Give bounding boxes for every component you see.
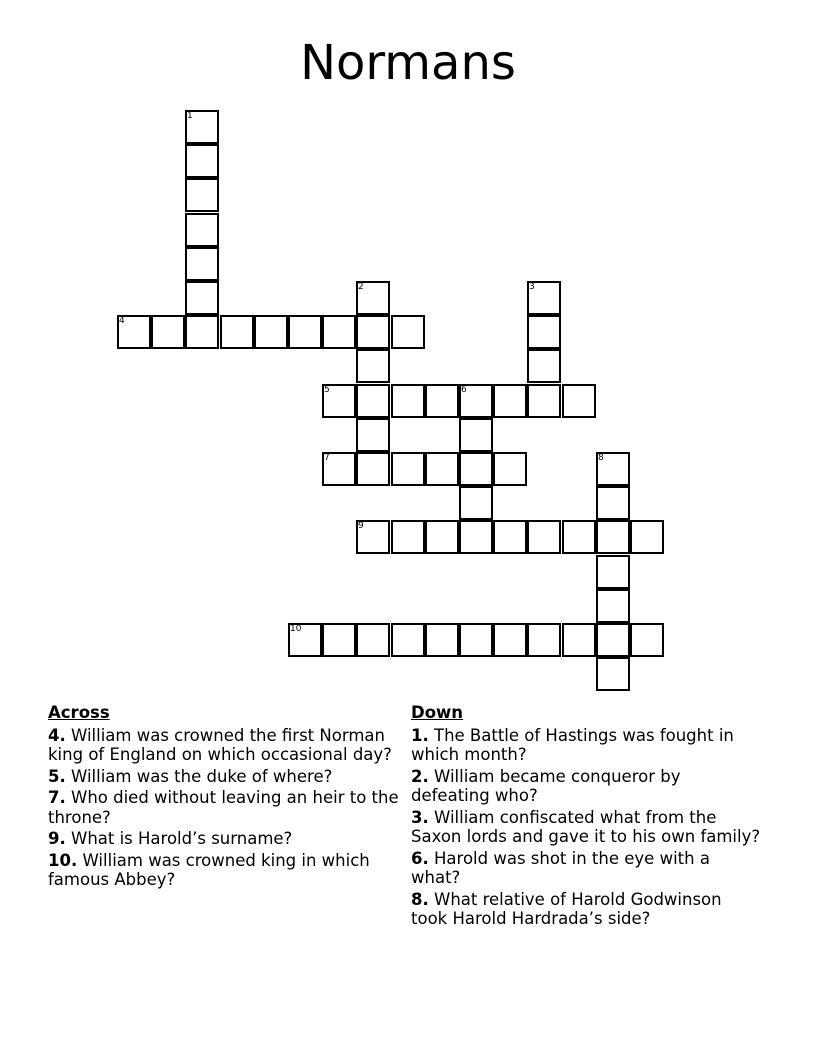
crossword-cell[interactable]	[596, 452, 630, 486]
page-title: Normans	[300, 35, 516, 91]
crossword-cell[interactable]	[562, 384, 596, 418]
crossword-cell[interactable]	[185, 315, 219, 349]
clue-down-6	[411, 849, 761, 888]
crossword-cell[interactable]	[322, 315, 356, 349]
cell-number: 10	[290, 624, 302, 634]
crossword-cell[interactable]	[356, 281, 390, 315]
crossword-cell[interactable]	[391, 623, 425, 657]
crossword-cell[interactable]	[493, 520, 527, 554]
cell-number: 2	[358, 282, 364, 292]
crossword-cell[interactable]	[527, 349, 561, 383]
clue-text: Who died without leaving an heir to the throne?	[48, 788, 399, 827]
crossword-cell[interactable]	[596, 589, 630, 623]
clue-text: The Battle of Hastings was fought in which month?	[411, 725, 734, 764]
clue-down-2	[411, 767, 761, 806]
clue-across-5	[48, 767, 403, 787]
crossword-cell[interactable]	[391, 452, 425, 486]
crossword-cell[interactable]	[322, 384, 356, 418]
crossword-cell[interactable]	[391, 384, 425, 418]
crossword-cell[interactable]	[356, 418, 390, 452]
cell-number: 6	[461, 385, 467, 395]
clue-number: 7.	[48, 788, 66, 807]
crossword-cell[interactable]	[185, 144, 219, 178]
crossword-cell[interactable]	[562, 520, 596, 554]
crossword-cell[interactable]	[425, 520, 459, 554]
crossword-cell[interactable]	[151, 315, 185, 349]
across-clues	[48, 703, 403, 892]
crossword-cell[interactable]	[356, 315, 390, 349]
clue-down-8	[411, 890, 761, 929]
crossword-cell[interactable]	[630, 520, 664, 554]
clue-number: 5.	[48, 766, 66, 786]
clue-number: 8.	[411, 889, 429, 909]
crossword-cell[interactable]	[459, 486, 493, 520]
clue-text: William was crowned king in which famous Abbey?	[48, 850, 370, 889]
clue-text: William confiscated what from the Saxon lords and gave it to his own family?	[411, 807, 761, 846]
crossword-cell[interactable]	[185, 213, 219, 247]
crossword-cell[interactable]	[117, 315, 151, 349]
crossword-cell[interactable]	[391, 315, 425, 349]
crossword-cell[interactable]	[425, 384, 459, 418]
crossword-cell[interactable]	[459, 418, 493, 452]
crossword-cell[interactable]	[596, 486, 630, 520]
crossword-cell[interactable]	[356, 384, 390, 418]
cell-number: 7	[324, 453, 330, 463]
crossword-cell[interactable]	[356, 452, 390, 486]
crossword-cell[interactable]	[630, 623, 664, 657]
clue-across-7	[48, 788, 403, 827]
crossword-cell[interactable]	[596, 555, 630, 589]
crossword-cell[interactable]	[459, 452, 493, 486]
crossword-cell[interactable]	[562, 623, 596, 657]
crossword-cell[interactable]	[356, 623, 390, 657]
cell-number: 3	[529, 282, 535, 292]
clue-number: 6.	[411, 848, 429, 868]
crossword-cell[interactable]	[288, 623, 322, 657]
clue-number: 2.	[411, 766, 429, 786]
crossword-cell[interactable]	[220, 315, 254, 349]
crossword-cell[interactable]	[493, 623, 527, 657]
crossword-cell[interactable]	[459, 520, 493, 554]
crossword-cell[interactable]	[493, 452, 527, 486]
cell-number: 8	[598, 453, 604, 463]
clue-number: 9.	[48, 829, 66, 848]
crossword-cell[interactable]	[459, 384, 493, 418]
down-heading: Down	[411, 703, 464, 722]
crossword-cell[interactable]	[391, 520, 425, 554]
clue-across-9	[48, 829, 403, 849]
crossword-cell[interactable]	[527, 384, 561, 418]
clue-number: 10.	[48, 850, 78, 870]
cell-number: 1	[187, 111, 193, 121]
crossword-cell[interactable]	[322, 623, 356, 657]
clue-text: William was crowned the first Norman king of England on which occasional day?	[48, 725, 392, 764]
crossword-cell[interactable]	[596, 623, 630, 657]
crossword-cell[interactable]	[356, 349, 390, 383]
crossword-cell[interactable]	[527, 520, 561, 554]
down-clues	[411, 703, 761, 931]
across-heading: Across	[48, 703, 110, 722]
clue-text: Harold was shot in the eye with a what?	[411, 848, 710, 887]
crossword-cell[interactable]	[527, 281, 561, 315]
crossword-cell[interactable]	[425, 623, 459, 657]
crossword-cell[interactable]	[185, 178, 219, 212]
clue-text: William was the duke of where?	[71, 766, 333, 786]
cell-number: 5	[324, 385, 330, 395]
clue-across-4	[48, 726, 403, 765]
clue-across-10	[48, 851, 403, 890]
crossword-cell[interactable]	[185, 281, 219, 315]
crossword-cell[interactable]	[527, 315, 561, 349]
clue-down-1	[411, 726, 761, 765]
cell-number: 9	[358, 521, 364, 531]
crossword-cell[interactable]	[596, 520, 630, 554]
crossword-cell[interactable]	[288, 315, 322, 349]
clue-text: What relative of Harold Godwinson took Harold Hardrada’s side?	[411, 889, 722, 928]
crossword-cell[interactable]	[185, 247, 219, 281]
crossword-cell[interactable]	[185, 110, 219, 144]
cell-number: 4	[119, 316, 125, 326]
crossword-cell[interactable]	[527, 623, 561, 657]
clue-down-3	[411, 808, 761, 847]
clue-number: 4.	[48, 725, 66, 745]
clue-text: What is Harold’s surname?	[71, 829, 293, 848]
crossword-cell[interactable]	[356, 520, 390, 554]
clue-number: 3.	[411, 807, 429, 827]
crossword-cell[interactable]	[596, 657, 630, 691]
clue-number: 1.	[411, 725, 429, 745]
crossword-cell[interactable]	[493, 384, 527, 418]
crossword-cell[interactable]	[254, 315, 288, 349]
crossword-cell[interactable]	[459, 623, 493, 657]
crossword-cell[interactable]	[425, 452, 459, 486]
clue-text: William became conqueror by defeating who?	[411, 766, 681, 805]
crossword-cell[interactable]	[322, 452, 356, 486]
